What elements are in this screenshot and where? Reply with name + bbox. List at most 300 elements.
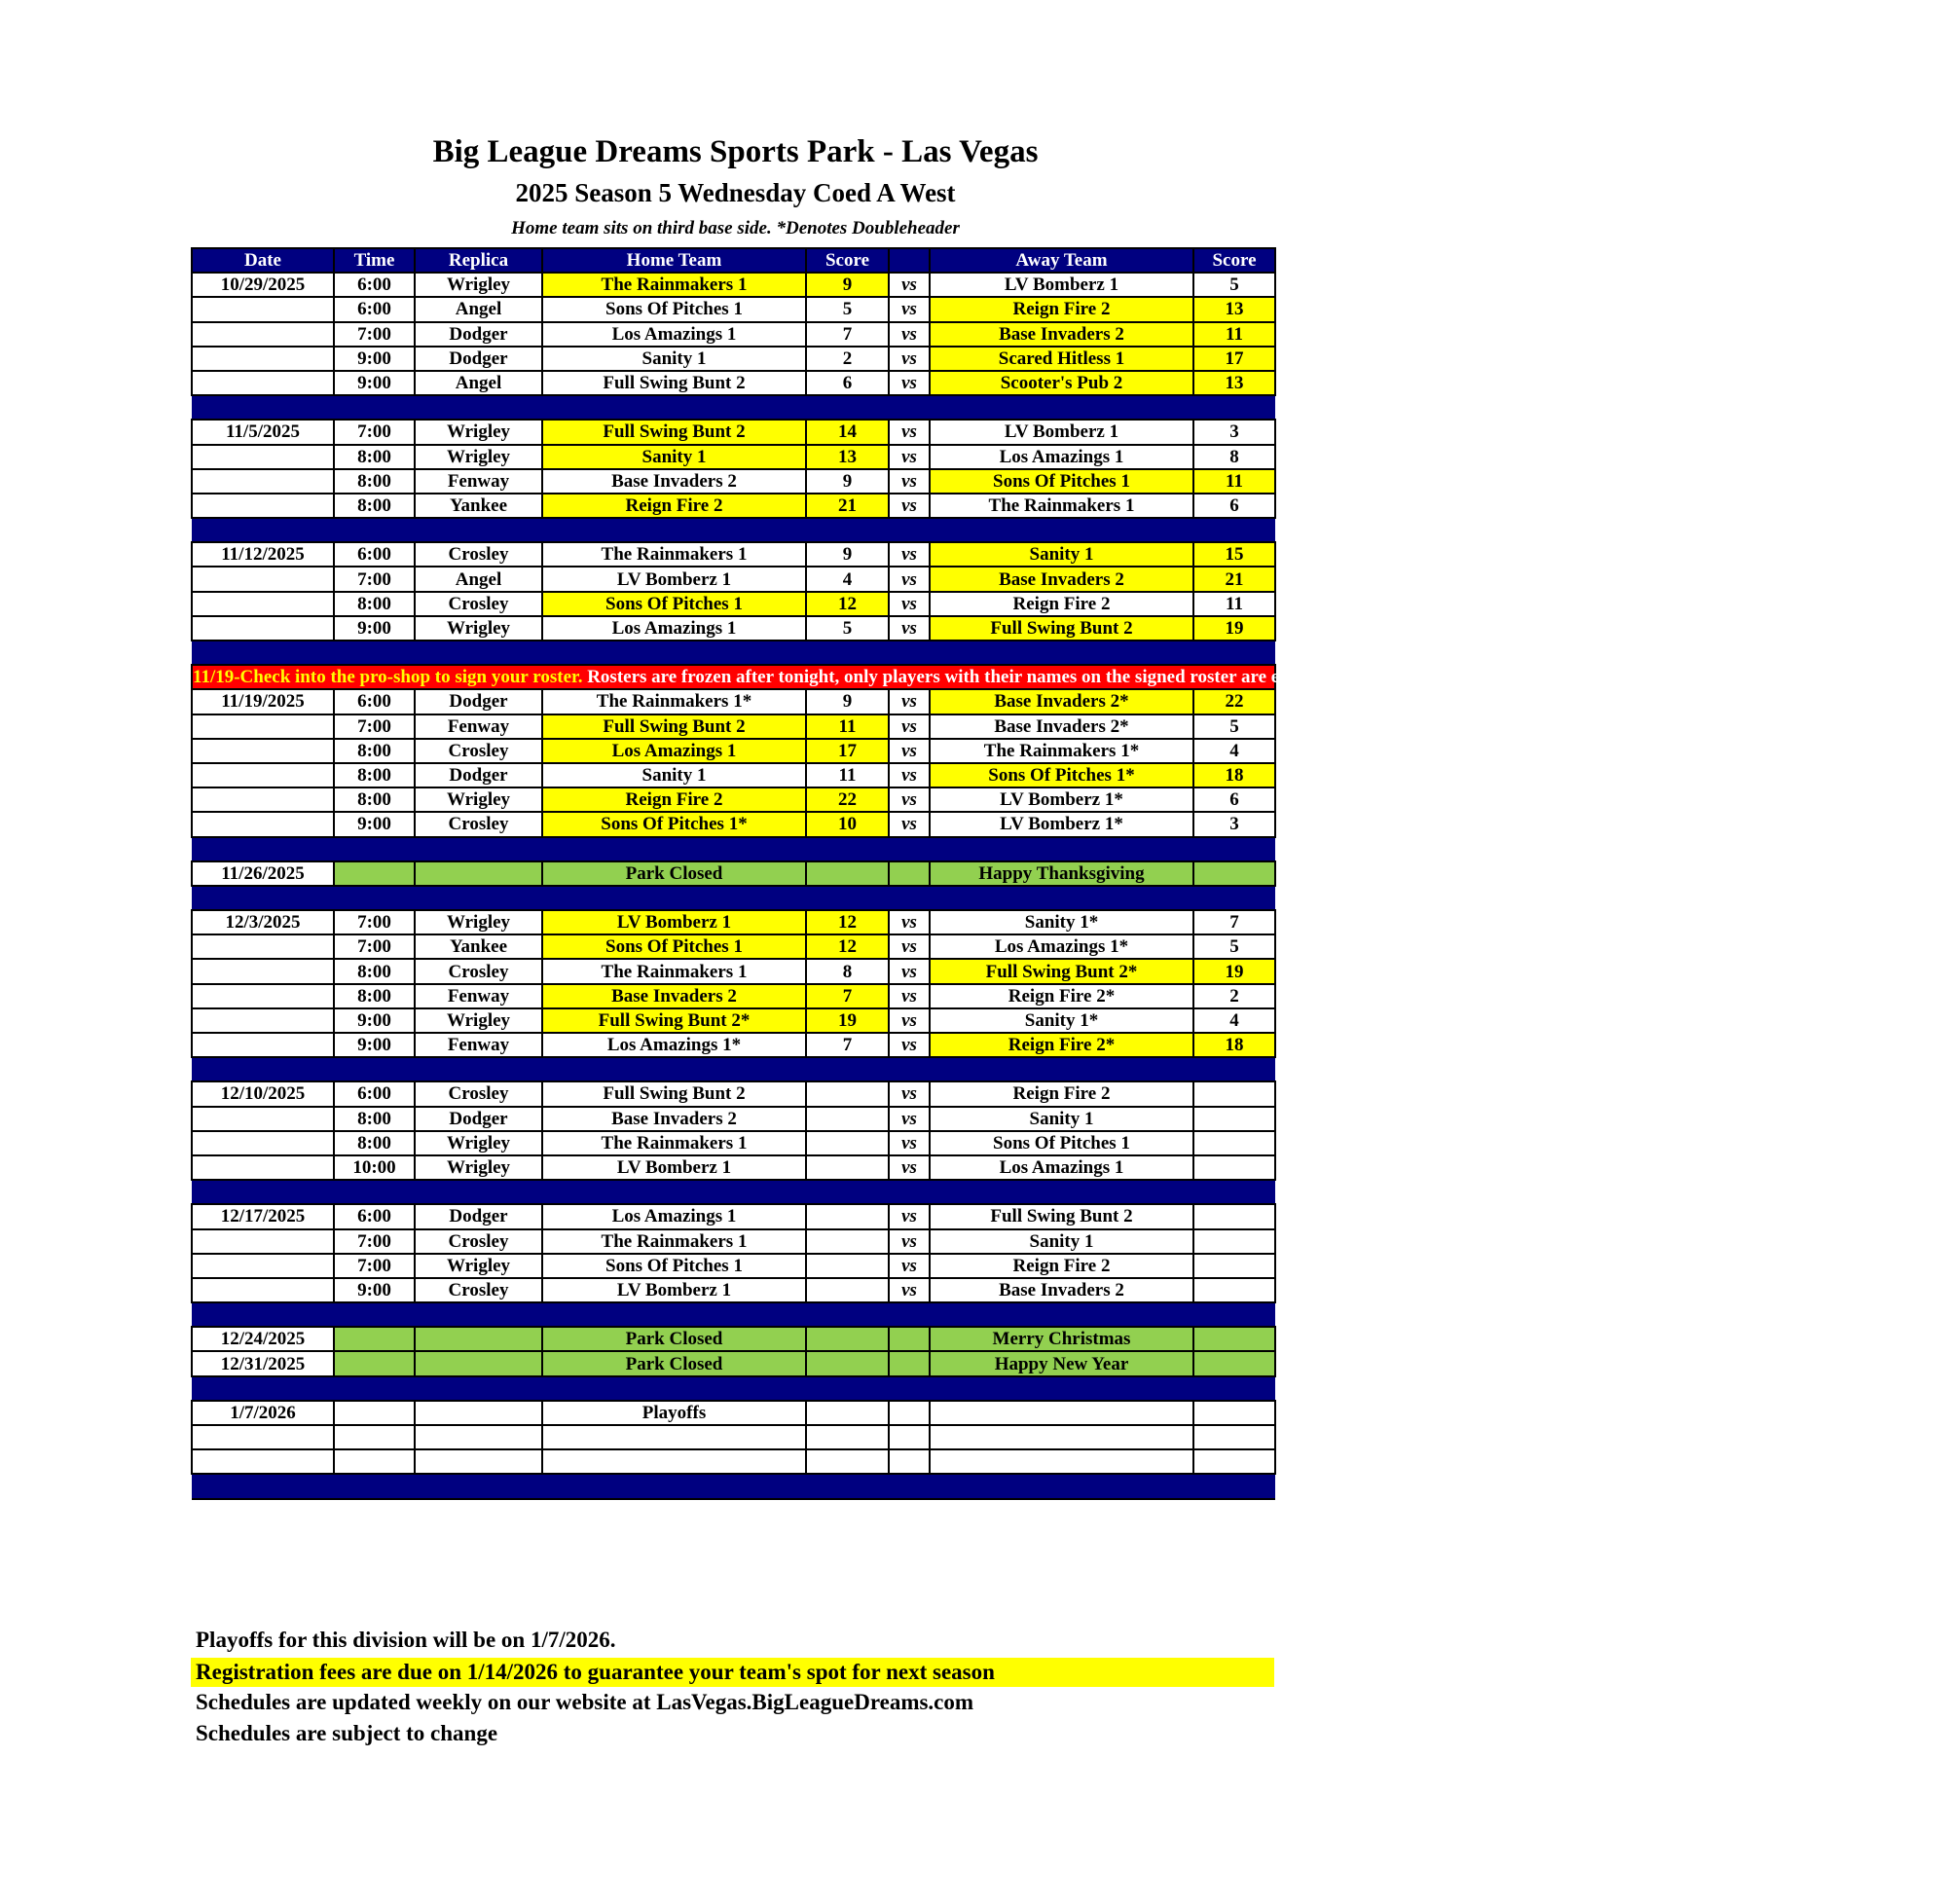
separator-cell bbox=[542, 1376, 806, 1401]
game-time: 9:00 bbox=[334, 616, 415, 641]
separator-cell bbox=[192, 1057, 334, 1081]
field-name: Wrigley bbox=[415, 1155, 542, 1180]
vs-label: vs bbox=[889, 739, 930, 763]
field-name: Dodger bbox=[415, 322, 542, 347]
away-team: Sanity 1 bbox=[930, 1229, 1193, 1254]
holiday-label: Merry Christmas bbox=[930, 1327, 1193, 1351]
home-team: The Rainmakers 1 bbox=[542, 542, 806, 567]
separator-cell bbox=[334, 837, 415, 861]
away-team: Sanity 1 bbox=[930, 542, 1193, 567]
separator-cell bbox=[806, 1057, 889, 1081]
separator-cell bbox=[542, 1302, 806, 1327]
home-score bbox=[806, 1155, 889, 1180]
table-row bbox=[192, 273, 1275, 297]
game-date bbox=[192, 1229, 334, 1254]
roster-notice-row bbox=[192, 665, 1275, 689]
game-date bbox=[192, 469, 334, 494]
empty-cell bbox=[334, 1425, 415, 1449]
empty-cell bbox=[806, 1401, 889, 1425]
table-row bbox=[192, 1008, 1275, 1033]
away-score bbox=[1193, 1107, 1275, 1131]
separator-cell bbox=[806, 395, 889, 420]
empty-cell bbox=[415, 1425, 542, 1449]
separator-cell bbox=[889, 1180, 930, 1204]
away-score: 18 bbox=[1193, 1033, 1275, 1057]
home-score: 12 bbox=[806, 934, 889, 959]
away-score: 17 bbox=[1193, 347, 1275, 371]
game-time: 9:00 bbox=[334, 371, 415, 395]
game-date bbox=[192, 714, 334, 739]
week-separator bbox=[192, 837, 1275, 861]
vs-label: vs bbox=[889, 1155, 930, 1180]
separator-cell bbox=[889, 1302, 930, 1327]
field-name: Crosley bbox=[415, 739, 542, 763]
separator-cell bbox=[930, 641, 1193, 665]
away-score bbox=[1193, 1155, 1275, 1180]
game-time: 7:00 bbox=[334, 1229, 415, 1254]
separator-cell bbox=[334, 518, 415, 542]
separator-cell bbox=[806, 518, 889, 542]
separator-cell bbox=[806, 1474, 889, 1498]
field-name: Crosley bbox=[415, 542, 542, 567]
separator-cell bbox=[889, 641, 930, 665]
home-score: 7 bbox=[806, 322, 889, 347]
game-date bbox=[192, 347, 334, 371]
empty-cell bbox=[930, 1401, 1193, 1425]
game-date bbox=[192, 445, 334, 469]
game-time: 6:00 bbox=[334, 1081, 415, 1106]
holiday-label: Happy New Year bbox=[930, 1351, 1193, 1375]
away-team: Reign Fire 2* bbox=[930, 1033, 1193, 1057]
separator-cell bbox=[1193, 641, 1275, 665]
vs-label: vs bbox=[889, 494, 930, 518]
game-time: 8:00 bbox=[334, 469, 415, 494]
separator-cell bbox=[192, 395, 334, 420]
home-score: 5 bbox=[806, 297, 889, 321]
field-name: Crosley bbox=[415, 592, 542, 616]
empty-cell bbox=[192, 1449, 334, 1474]
week-separator bbox=[192, 1180, 1275, 1204]
vs-label: vs bbox=[889, 567, 930, 591]
separator-cell bbox=[806, 1302, 889, 1327]
table-row bbox=[192, 1033, 1275, 1057]
game-time: 7:00 bbox=[334, 420, 415, 444]
home-team: Base Invaders 2 bbox=[542, 469, 806, 494]
empty-cell bbox=[930, 1425, 1193, 1449]
field-name: Crosley bbox=[415, 1278, 542, 1302]
week-separator bbox=[192, 1302, 1275, 1327]
table-row bbox=[192, 763, 1275, 787]
field-name: Fenway bbox=[415, 984, 542, 1008]
away-score: 11 bbox=[1193, 469, 1275, 494]
empty-cell bbox=[889, 1425, 930, 1449]
home-score: 9 bbox=[806, 689, 889, 714]
away-team: LV Bomberz 1 bbox=[930, 420, 1193, 444]
vs-label: vs bbox=[889, 420, 930, 444]
home-score: 12 bbox=[806, 592, 889, 616]
away-score: 5 bbox=[1193, 273, 1275, 297]
separator-cell bbox=[415, 518, 542, 542]
table-row bbox=[192, 714, 1275, 739]
time-cell bbox=[334, 861, 415, 886]
separator-cell bbox=[542, 395, 806, 420]
away-team: Sons Of Pitches 1 bbox=[930, 469, 1193, 494]
away-team: Reign Fire 2 bbox=[930, 1081, 1193, 1106]
table-row bbox=[192, 494, 1275, 518]
game-date: 11/19/2025 bbox=[192, 689, 334, 714]
home-score bbox=[806, 1254, 889, 1278]
home-team: Full Swing Bunt 2* bbox=[542, 1008, 806, 1033]
game-time: 8:00 bbox=[334, 445, 415, 469]
separator-cell bbox=[889, 1474, 930, 1498]
separator-cell bbox=[1193, 886, 1275, 910]
game-time: 8:00 bbox=[334, 984, 415, 1008]
column-header-home-score: Score bbox=[806, 248, 889, 273]
week-separator bbox=[192, 395, 1275, 420]
away-team: Los Amazings 1* bbox=[930, 934, 1193, 959]
empty-cell bbox=[1193, 1401, 1275, 1425]
home-score: 5 bbox=[806, 616, 889, 641]
away-team: Los Amazings 1 bbox=[930, 1155, 1193, 1180]
home-team: LV Bomberz 1 bbox=[542, 910, 806, 934]
game-time: 8:00 bbox=[334, 763, 415, 787]
away-team: Full Swing Bunt 2 bbox=[930, 1204, 1193, 1228]
separator-cell bbox=[1193, 395, 1275, 420]
score-cell bbox=[806, 1327, 889, 1351]
field-name: Crosley bbox=[415, 812, 542, 836]
table-row bbox=[192, 371, 1275, 395]
time-cell bbox=[334, 1327, 415, 1351]
schedule-note: Home team sits on third base side. *Denotes Doubleheader bbox=[511, 218, 960, 238]
away-score bbox=[1193, 1204, 1275, 1228]
vs-label: vs bbox=[889, 714, 930, 739]
game-time: 7:00 bbox=[334, 714, 415, 739]
away-score: 3 bbox=[1193, 812, 1275, 836]
home-team: Sons Of Pitches 1* bbox=[542, 812, 806, 836]
home-score: 9 bbox=[806, 273, 889, 297]
home-score: 22 bbox=[806, 787, 889, 812]
separator-cell bbox=[192, 1474, 334, 1498]
home-team: Sanity 1 bbox=[542, 763, 806, 787]
footer-website: Schedules are updated weekly on our website at LasVegas.BigLeagueDreams.com bbox=[196, 1690, 974, 1714]
separator-cell bbox=[542, 886, 806, 910]
separator-cell bbox=[542, 518, 806, 542]
holiday-label: Happy Thanksgiving bbox=[930, 861, 1193, 886]
footer-disclaimer: Schedules are subject to change bbox=[196, 1721, 498, 1745]
away-team: Sanity 1* bbox=[930, 910, 1193, 934]
table-row bbox=[192, 592, 1275, 616]
separator-cell bbox=[415, 1057, 542, 1081]
table-row bbox=[192, 1229, 1275, 1254]
home-score: 10 bbox=[806, 812, 889, 836]
game-date bbox=[192, 787, 334, 812]
separator-cell bbox=[415, 1376, 542, 1401]
game-time: 7:00 bbox=[334, 1254, 415, 1278]
vs-label: vs bbox=[889, 959, 930, 983]
page-subtitle: 2025 Season 5 Wednesday Coed A West bbox=[515, 178, 956, 207]
separator-cell bbox=[415, 641, 542, 665]
vs-label: vs bbox=[889, 273, 930, 297]
separator-cell bbox=[930, 1057, 1193, 1081]
away-score: 2 bbox=[1193, 984, 1275, 1008]
empty-cell bbox=[542, 1449, 806, 1474]
home-team: Sons Of Pitches 1 bbox=[542, 592, 806, 616]
score-cell bbox=[1193, 1327, 1275, 1351]
game-date: 10/29/2025 bbox=[192, 273, 334, 297]
home-score: 13 bbox=[806, 445, 889, 469]
separator-cell bbox=[930, 518, 1193, 542]
column-header-time: Time bbox=[334, 248, 415, 273]
home-team: Los Amazings 1 bbox=[542, 1204, 806, 1228]
game-date bbox=[192, 592, 334, 616]
vs-label: vs bbox=[889, 592, 930, 616]
vs-label: vs bbox=[889, 1254, 930, 1278]
home-score: 21 bbox=[806, 494, 889, 518]
blank-row bbox=[192, 1425, 1275, 1449]
field-name: Wrigley bbox=[415, 787, 542, 812]
separator-cell bbox=[334, 1474, 415, 1498]
home-score: 4 bbox=[806, 567, 889, 591]
away-team: Scooter's Pub 2 bbox=[930, 371, 1193, 395]
separator-cell bbox=[334, 1302, 415, 1327]
game-date bbox=[192, 1254, 334, 1278]
away-score: 4 bbox=[1193, 739, 1275, 763]
closed-label: Park Closed bbox=[542, 861, 806, 886]
playoffs-label: Playoffs bbox=[542, 1401, 806, 1425]
game-time: 9:00 bbox=[334, 1008, 415, 1033]
field-name: Angel bbox=[415, 297, 542, 321]
time-cell bbox=[334, 1401, 415, 1425]
field-name: Wrigley bbox=[415, 910, 542, 934]
vs-label: vs bbox=[889, 1033, 930, 1057]
table-row bbox=[192, 322, 1275, 347]
vs-label: vs bbox=[889, 984, 930, 1008]
closed-row bbox=[192, 1327, 1275, 1351]
separator-cell bbox=[334, 641, 415, 665]
roster-notice bbox=[192, 665, 1942, 689]
away-team: Scared Hitless 1 bbox=[930, 347, 1193, 371]
vs-label: vs bbox=[889, 787, 930, 812]
separator-cell bbox=[415, 837, 542, 861]
field-name: Wrigley bbox=[415, 445, 542, 469]
game-date bbox=[192, 1107, 334, 1131]
table-row bbox=[192, 1107, 1275, 1131]
table-row bbox=[192, 297, 1275, 321]
vs-label: vs bbox=[889, 763, 930, 787]
field-name: Crosley bbox=[415, 959, 542, 983]
empty-cell bbox=[1193, 1425, 1275, 1449]
vs-label: vs bbox=[889, 689, 930, 714]
game-date: 12/31/2025 bbox=[192, 1351, 334, 1375]
home-team: LV Bomberz 1 bbox=[542, 1155, 806, 1180]
separator-cell bbox=[930, 1376, 1193, 1401]
home-score bbox=[806, 1204, 889, 1228]
away-score bbox=[1193, 1278, 1275, 1302]
away-score: 19 bbox=[1193, 616, 1275, 641]
table-row bbox=[192, 1254, 1275, 1278]
home-score bbox=[806, 1081, 889, 1106]
away-team: Base Invaders 2* bbox=[930, 689, 1193, 714]
game-date: 11/26/2025 bbox=[192, 861, 334, 886]
away-score: 11 bbox=[1193, 322, 1275, 347]
home-team: Sons Of Pitches 1 bbox=[542, 934, 806, 959]
time-cell bbox=[334, 1351, 415, 1375]
away-team: Base Invaders 2* bbox=[930, 714, 1193, 739]
separator-cell bbox=[806, 1180, 889, 1204]
away-score: 22 bbox=[1193, 689, 1275, 714]
home-score: 2 bbox=[806, 347, 889, 371]
separator-cell bbox=[889, 837, 930, 861]
vs-label: vs bbox=[889, 616, 930, 641]
home-team: Los Amazings 1* bbox=[542, 1033, 806, 1057]
table-header-row bbox=[192, 248, 1275, 273]
away-score: 4 bbox=[1193, 1008, 1275, 1033]
away-team: Sanity 1 bbox=[930, 1107, 1193, 1131]
empty-cell bbox=[334, 1449, 415, 1474]
game-date: 12/17/2025 bbox=[192, 1204, 334, 1228]
home-team: Full Swing Bunt 2 bbox=[542, 714, 806, 739]
separator-cell bbox=[334, 395, 415, 420]
away-team: Base Invaders 2 bbox=[930, 1278, 1193, 1302]
field-name: Yankee bbox=[415, 494, 542, 518]
game-time: 8:00 bbox=[334, 787, 415, 812]
game-date: 1/7/2026 bbox=[192, 1401, 334, 1425]
separator-cell bbox=[806, 1376, 889, 1401]
field-name: Wrigley bbox=[415, 1131, 542, 1155]
separator-cell bbox=[889, 886, 930, 910]
field-name: Angel bbox=[415, 371, 542, 395]
game-date bbox=[192, 567, 334, 591]
away-score: 21 bbox=[1193, 567, 1275, 591]
game-time: 9:00 bbox=[334, 1278, 415, 1302]
roster-notice-highlight: 11/19-Check into the pro-shop to sign your roster. bbox=[193, 667, 583, 688]
game-time: 6:00 bbox=[334, 689, 415, 714]
game-date bbox=[192, 1033, 334, 1057]
table-row bbox=[192, 469, 1275, 494]
table-row bbox=[192, 347, 1275, 371]
away-team: Sons Of Pitches 1* bbox=[930, 763, 1193, 787]
blank-row bbox=[192, 1449, 1275, 1474]
table-row bbox=[192, 689, 1275, 714]
home-score: 7 bbox=[806, 984, 889, 1008]
empty-cell bbox=[1193, 1449, 1275, 1474]
replica-cell bbox=[415, 1401, 542, 1425]
column-header-away-team: Away Team bbox=[930, 248, 1193, 273]
separator-cell bbox=[192, 1302, 334, 1327]
empty-cell bbox=[806, 1425, 889, 1449]
game-time: 8:00 bbox=[334, 1131, 415, 1155]
replica-cell bbox=[415, 1327, 542, 1351]
vs-cell bbox=[889, 1351, 930, 1375]
empty-cell bbox=[930, 1449, 1193, 1474]
game-date bbox=[192, 934, 334, 959]
game-time: 8:00 bbox=[334, 494, 415, 518]
home-score bbox=[806, 1278, 889, 1302]
separator-cell bbox=[1193, 1180, 1275, 1204]
week-separator bbox=[192, 1474, 1275, 1498]
field-name: Dodger bbox=[415, 689, 542, 714]
vs-label: vs bbox=[889, 1107, 930, 1131]
game-date bbox=[192, 763, 334, 787]
game-time: 7:00 bbox=[334, 910, 415, 934]
home-team: Los Amazings 1 bbox=[542, 616, 806, 641]
home-team: Full Swing Bunt 2 bbox=[542, 1081, 806, 1106]
separator-cell bbox=[806, 837, 889, 861]
field-name: Fenway bbox=[415, 1033, 542, 1057]
separator-cell bbox=[1193, 1302, 1275, 1327]
home-team: Reign Fire 2 bbox=[542, 787, 806, 812]
field-name: Dodger bbox=[415, 347, 542, 371]
game-date bbox=[192, 812, 334, 836]
game-time: 7:00 bbox=[334, 322, 415, 347]
separator-cell bbox=[889, 518, 930, 542]
field-name: Wrigley bbox=[415, 273, 542, 297]
game-time: 10:00 bbox=[334, 1155, 415, 1180]
home-team: Los Amazings 1 bbox=[542, 739, 806, 763]
away-team: Full Swing Bunt 2 bbox=[930, 616, 1193, 641]
away-team: The Rainmakers 1* bbox=[930, 739, 1193, 763]
score-cell bbox=[806, 861, 889, 886]
table-row bbox=[192, 1204, 1275, 1228]
home-team: The Rainmakers 1 bbox=[542, 273, 806, 297]
roster-notice-text: Rosters are frozen after tonight, only players with their names on the signed roster are eligible for playoffs. Please check carefully as changes will not be made for omissions. bbox=[582, 667, 1942, 688]
game-date: 11/12/2025 bbox=[192, 542, 334, 567]
separator-cell bbox=[1193, 1474, 1275, 1498]
home-team: Base Invaders 2 bbox=[542, 1107, 806, 1131]
empty-cell bbox=[889, 1449, 930, 1474]
home-team: The Rainmakers 1 bbox=[542, 959, 806, 983]
away-score: 8 bbox=[1193, 445, 1275, 469]
separator-cell bbox=[930, 1474, 1193, 1498]
game-date bbox=[192, 1278, 334, 1302]
away-score: 15 bbox=[1193, 542, 1275, 567]
away-team: Sons Of Pitches 1 bbox=[930, 1131, 1193, 1155]
away-team: Full Swing Bunt 2* bbox=[930, 959, 1193, 983]
field-name: Wrigley bbox=[415, 1254, 542, 1278]
empty-cell bbox=[192, 1425, 334, 1449]
table-row bbox=[192, 542, 1275, 567]
column-header-vs bbox=[889, 248, 930, 273]
vs-label: vs bbox=[889, 542, 930, 567]
away-score bbox=[1193, 1081, 1275, 1106]
away-score: 5 bbox=[1193, 934, 1275, 959]
separator-cell bbox=[930, 837, 1193, 861]
game-time: 9:00 bbox=[334, 1033, 415, 1057]
game-time: 6:00 bbox=[334, 1204, 415, 1228]
table-row bbox=[192, 420, 1275, 444]
table-row bbox=[192, 787, 1275, 812]
separator-cell bbox=[1193, 518, 1275, 542]
separator-cell bbox=[806, 641, 889, 665]
table-row bbox=[192, 812, 1275, 836]
separator-cell bbox=[1193, 837, 1275, 861]
home-team: LV Bomberz 1 bbox=[542, 567, 806, 591]
column-header-home-team: Home Team bbox=[542, 248, 806, 273]
closed-label: Park Closed bbox=[542, 1327, 806, 1351]
vs-label: vs bbox=[889, 371, 930, 395]
away-team: Reign Fire 2* bbox=[930, 984, 1193, 1008]
separator-cell bbox=[192, 886, 334, 910]
vs-label: vs bbox=[889, 469, 930, 494]
table-row bbox=[192, 1081, 1275, 1106]
vs-cell bbox=[889, 861, 930, 886]
column-header-date: Date bbox=[192, 248, 334, 273]
vs-label: vs bbox=[889, 347, 930, 371]
away-score: 6 bbox=[1193, 787, 1275, 812]
away-team: Base Invaders 2 bbox=[930, 322, 1193, 347]
table-row bbox=[192, 1155, 1275, 1180]
away-score bbox=[1193, 1229, 1275, 1254]
